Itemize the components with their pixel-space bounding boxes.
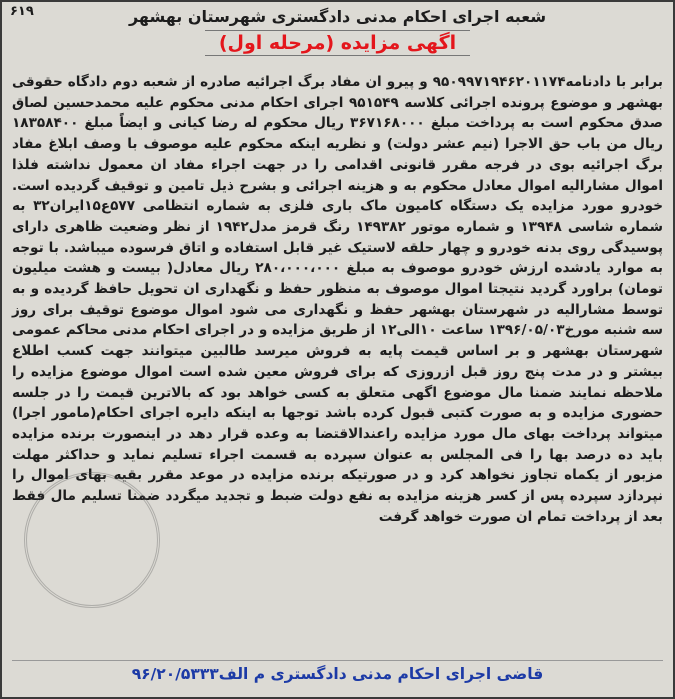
notice-signature: قاضی اجرای احکام مدنی دادگستری م الف۹۶/۲۰/۵۳۳۳ [12,660,663,683]
department-title: شعبه اجرای احکام مدنی دادگستری شهرستان بهشهر [128,7,547,26]
notice-body-text: برابر با دادنامه۹۵۰۹۹۷۱۹۴۶۲۰۱۱۷۴ و پیرو ان مفاد برگ اجرائیه صادره از شعبه دوم دادگاه حقوقی بهشهر و موضوع پرونده اجرائی کلاسه ۹۵۱۵۴۹ اجرای احکام مدنی محکوم علیه محمدحسین لصاق صدق محکوم است به پرداخت مبلغ ۳۶۷۱۶۸۰۰۰ ریال محکوم له رضا کیانی و ایضاً مبلغ ۱۸۳۵۸۴۰۰ ریال من باب حق الاجرا (نیم عشر دولت) و نظریه اینکه محکوم علیه موصوف با وصف ابلاغ مفاد برگ اجرائیه بوی در فرجه مقرر قانونی اقدامی را در جهت اجراء مفاد ان معمول نداشته فلذا اموال مشارالیه اموال معادل محکوم به و هزینه اجرائی و بشرح ذیل تامین و توقیف گردیده است. خودرو مورد مزایده یک دستگاه کامیون ماک باری فلزی به شماره انتظامی ۵۷۷ع۱۵ایران۳۲ به شماره شاسی ۱۳۹۴۸ و شماره موتور ۱۴۹۳۸۲ رنگ قرمز مدل۱۹۴۲ از نظر وضعیت ظاهری دارای پوسیدگی روی بدنه خودرو و چهار حلقه لاستیک غیر قابل استفاده و اتاق فرسوده میباشد. با توجه به موارد یادشده ارزش خودرو موصوف به مبلغ ۲۸۰،۰۰۰،۰۰۰ ریال معادل( بیست و هشت میلیون تومان) براورد گردید نتیجتا اموال موصوف به منظور حفظ و نگهداری ان تحویل حافظ گردیده و به توسط مشارالیه در شهرستان بهشهر حفظ و نگهداری می شود اموال موضوع توقیف برای روز سه شنبه مورخ۱۳۹۶/۰۵/۰۳ ساعت ۱۰الی۱۲ از طریق مزایده و در اجرای احکام مدنی محاکم عمومی شهرستان بهشهر و بر اساس قیمت پایه به فروش میرسد طالبین میتوانند جهت کسب اطلاع بیشتر و در مدت پنج روز قبل ازروزی که برای فروش معین شده است اموال موضوع مزایده را ملاحظه نمایند ضمنا مال موضوع اگهی متعلق به کسی خواهد بود که بالاترین قیمت را در جلسه حضوری مزایده و به صورت کتبی قبول کرده باشد توجها به اینکه دایره اجرای احکام(مامور اجرا) میتواند پرداخت بهای مال مورد مزایده راعندالاقتضا به وعده قرار دهد در اینصورت برنده مزایده باید ده درصد بها را فی المجلس به عنوان سپرده به قسمت اجراء تسلیم نماید و حداکثر مهلت مزبور از یکماه تجاوز نخواهد کرد و در صورتیکه برنده مزایده در موعد مقرر بقیه بهای اموال را نپردازد سپرده پس از کسر هزینه مزایده به نفع دولت ضبط و تجدید میگردد ضمنا تسلیم مال فقط بعد از پرداخت تمام ان صورت خواهد گرفت [12,74,664,525]
page-number: ۶۱۹ [10,4,34,19]
notice-title: اگهی مزایده (مرحله اول) [205,30,470,56]
notice-header [2,7,673,56]
